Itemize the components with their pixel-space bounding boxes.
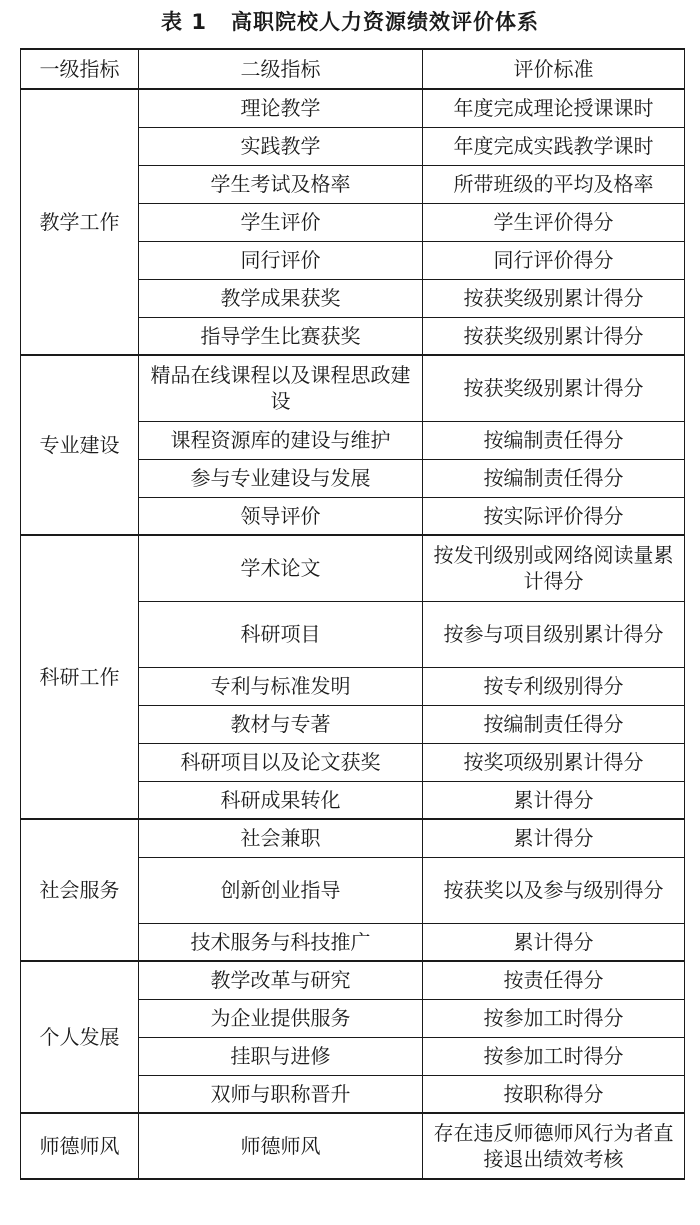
- table-number: 表 1: [161, 10, 207, 34]
- standard-cell: 按职称得分: [423, 1075, 685, 1113]
- indicator-cell: 学生评价: [139, 203, 423, 241]
- standard-cell: 按参加工时得分: [423, 999, 685, 1037]
- standard-cell: 按责任得分: [423, 961, 685, 999]
- performance-evaluation-table: [20, 48, 685, 1180]
- indicator-cell: 参与专业建设与发展: [139, 459, 423, 497]
- standard-cell: 按参加工时得分: [423, 1037, 685, 1075]
- indicator-cell: 双师与职称晋升: [139, 1075, 423, 1113]
- indicator-cell: 学术论文: [139, 535, 423, 601]
- standard-cell: 按奖项级别累计得分: [423, 743, 685, 781]
- header-level2: 二级指标: [139, 49, 423, 89]
- indicator-cell: 理论教学: [139, 89, 423, 127]
- indicator-cell: 科研成果转化: [139, 781, 423, 819]
- standard-cell: 按实际评价得分: [423, 497, 685, 535]
- header-standard: 评价标准: [423, 49, 685, 89]
- standard-cell: 按获奖以及参与级别得分: [423, 857, 685, 923]
- indicator-cell: 专利与标准发明: [139, 667, 423, 705]
- indicator-cell: 师德师风: [139, 1113, 423, 1179]
- standard-cell: 按获奖级别累计得分: [423, 355, 685, 421]
- indicator-cell: 实践教学: [139, 127, 423, 165]
- header-row: [21, 49, 685, 89]
- level1-cell: 社会服务: [21, 819, 139, 961]
- indicator-cell: 科研项目以及论文获奖: [139, 743, 423, 781]
- header-level1: 一级指标: [21, 49, 139, 89]
- standard-cell: 按专利级别得分: [423, 667, 685, 705]
- standard-cell: 按编制责任得分: [423, 705, 685, 743]
- indicator-cell: 指导学生比赛获奖: [139, 317, 423, 355]
- table-row: [21, 89, 685, 127]
- standard-cell: 累计得分: [423, 781, 685, 819]
- table-row: [21, 535, 685, 601]
- standard-cell: 累计得分: [423, 819, 685, 857]
- standard-cell: 所带班级的平均及格率: [423, 165, 685, 203]
- indicator-cell: 挂职与进修: [139, 1037, 423, 1075]
- level1-cell: 师德师风: [21, 1113, 139, 1179]
- standard-cell: 按编制责任得分: [423, 421, 685, 459]
- indicator-cell: 教材与专著: [139, 705, 423, 743]
- indicator-cell: 领导评价: [139, 497, 423, 535]
- standard-cell: 存在违反师德师风行为者直接退出绩效考核: [423, 1113, 685, 1179]
- standard-cell: 累计得分: [423, 923, 685, 961]
- standard-cell: 按发刊级别或网络阅读量累计得分: [423, 535, 685, 601]
- standard-cell: 按参与项目级别累计得分: [423, 601, 685, 667]
- level1-cell: 专业建设: [21, 355, 139, 535]
- standard-cell: 按获奖级别累计得分: [423, 317, 685, 355]
- indicator-cell: 科研项目: [139, 601, 423, 667]
- level1-cell: 教学工作: [21, 89, 139, 355]
- table-header: [21, 49, 685, 89]
- indicator-cell: 教学改革与研究: [139, 961, 423, 999]
- standard-cell: 学生评价得分: [423, 203, 685, 241]
- indicator-cell: 为企业提供服务: [139, 999, 423, 1037]
- standard-cell: 年度完成理论授课课时: [423, 89, 685, 127]
- table-row: [21, 819, 685, 857]
- table-row: [21, 1113, 685, 1179]
- indicator-cell: 技术服务与科技推广: [139, 923, 423, 961]
- indicator-cell: 学生考试及格率: [139, 165, 423, 203]
- level1-cell: 科研工作: [21, 535, 139, 819]
- indicator-cell: 社会兼职: [139, 819, 423, 857]
- indicator-cell: 创新创业指导: [139, 857, 423, 923]
- indicator-cell: 课程资源库的建设与维护: [139, 421, 423, 459]
- table-row: [21, 355, 685, 421]
- standard-cell: 按编制责任得分: [423, 459, 685, 497]
- table-title: 高职院校人力资源绩效评价体系: [230, 10, 539, 34]
- indicator-cell: 教学成果获奖: [139, 279, 423, 317]
- level1-cell: 个人发展: [21, 961, 139, 1113]
- indicator-cell: 精品在线课程以及课程思政建设: [139, 355, 423, 421]
- standard-cell: 同行评价得分: [423, 241, 685, 279]
- table-caption: [0, 6, 700, 36]
- table-body: [21, 89, 685, 1179]
- indicator-cell: 同行评价: [139, 241, 423, 279]
- standard-cell: 按获奖级别累计得分: [423, 279, 685, 317]
- standard-cell: 年度完成实践教学课时: [423, 127, 685, 165]
- table-row: [21, 961, 685, 999]
